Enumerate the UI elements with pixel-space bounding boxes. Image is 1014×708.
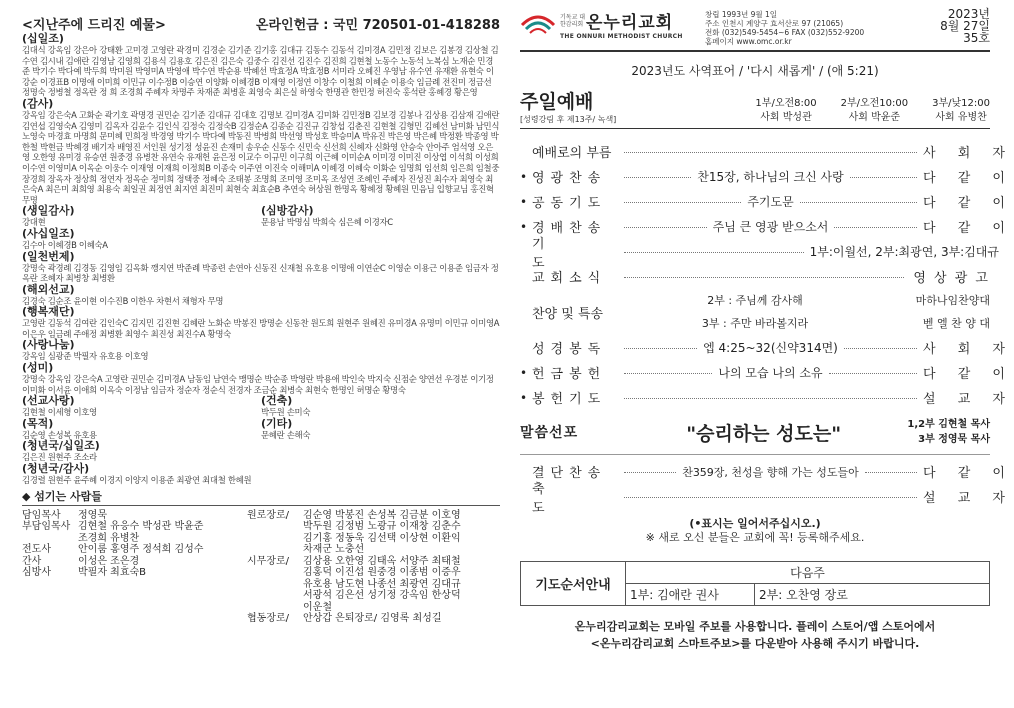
order-item	[520, 335, 1014, 360]
section-title: (청년국/십일조)	[22, 439, 100, 453]
order-item: • 영광찬송 찬15장, 하나님의 크신 사랑 다 같 이	[520, 164, 990, 189]
order-item	[520, 264, 990, 289]
staff-names: 차재군 노충선	[303, 544, 365, 556]
staff-role	[247, 602, 303, 614]
notes	[520, 517, 990, 545]
offering-section	[22, 339, 500, 362]
mobile-bulletin-notice: 온누리감리교회는 모바일 주보를 사용합니다. 플레이 스토어/앱 스토어에서 <온누리감리교회 스마트주보>를 다운받아 사용해 주시기 바랍니다.	[574, 620, 936, 650]
staff-names: 서광석 김은선 성기정 강옥임 한상덕	[303, 590, 461, 602]
staff-names: 유호용 남도현 나종선 최광연 김대규	[303, 578, 461, 590]
order-item-leader: 사 회 자	[923, 146, 1014, 161]
offerings-column	[22, 8, 500, 708]
church-header	[520, 8, 990, 52]
staff-title: ◆ 섬기는 사람들	[22, 488, 500, 506]
staff-list	[22, 510, 500, 625]
prayer-first: 1부: 김애란 권사	[626, 584, 755, 605]
order-item: • 공동기도 주기도문 다 같 이	[520, 189, 990, 214]
staff-row	[22, 544, 247, 556]
staff-role: 원로장로/	[247, 509, 290, 521]
staff-role	[247, 567, 303, 579]
staff-names: 박두원 김정범 노광규 이재창 김춘수	[303, 521, 461, 533]
staff-role: 간사	[22, 555, 42, 567]
name-list: 김순영 손성복 유호용	[22, 429, 97, 440]
sermon-speaker-1: 1,2부 김현철 목사	[907, 419, 990, 430]
service-time-2: 2부/오전10:00 사회 박윤준	[840, 98, 909, 123]
order-item-leader: 설 교 자	[923, 491, 1014, 506]
offering-section	[22, 228, 500, 251]
name-list: 김대식 강옥임 강은아 강태환 고미경 고영란 곽경미 김경순 김기준 김기홍 김대규 김동수 김동석 김미경A 김민정 김보은 김봉경 김상철 김수연 김시내 김애란 김영남 김영희 김용식 김용호 김은진 김은숙 김중수 김진선 김진수 김진희 김현철 노동수 노동석 노복심 노재순 민경준 박기수 박다예 박두희 박미원 박영미A 박영애 박수연 박순용 박혜선 박효정A 박효정B 서미라 오혜진 우영남 유수연 유재환 유현숙 이강순 이경표B 이명애 이미희 이민규 이수정B 이승연 이양화 이혜경B 이재영 이정연 이창수 이철희 이혜순 이용숙 임금례 전진미 정금선 정명숙 정병철 정옥란 정 희 조경희 주혜자 차명주 차재준 최병훈 최영숙 최은실 하영숙 한명관 한민정 허진숙 홍석란 홍혜경 황은영	[22, 45, 499, 98]
staff-names: 이운철	[303, 601, 332, 613]
name-list: 김은진 원현주 조소라	[22, 452, 97, 463]
sermon-label: 말씀선포	[520, 425, 579, 441]
special-music-item: 3부 : 주만 바라볼지라 벧 엘 찬 양 대	[701, 317, 990, 330]
name-list: 강옥임 심광준 박필자 유호용 이호영	[22, 351, 149, 362]
staff-names: 김기홍 정동욱 김선택 이상현 이환익	[303, 532, 461, 544]
staff-names: 정영묵	[78, 509, 107, 521]
section-title: (십일조)	[22, 32, 64, 45]
staff-role: 부담임목사	[22, 521, 71, 533]
order-item-leader: 다 같 이	[923, 466, 1014, 481]
staff-names: 김상용 오한영 김태옥 서양주 최태철	[303, 555, 461, 567]
staff-row	[247, 533, 500, 545]
order-item: • 경배찬송 주님 큰 영광 받으소서 다 같 이	[520, 214, 990, 239]
name-list: 문용남 박명심 박희숙 심은혜 이경자C	[261, 217, 393, 228]
name-list: 박두원 손미숙	[261, 407, 311, 418]
staff-names: 안이룸 홍영주 정석희 김성수	[78, 544, 204, 556]
offering-section	[22, 362, 500, 395]
staff-role	[247, 590, 303, 602]
section-title: (해외선교)	[22, 282, 75, 296]
staff-role: 전도사	[22, 544, 51, 556]
section-title: (건축)	[261, 394, 293, 408]
order-item-name: 예배로의 부름	[532, 146, 612, 161]
order-item	[520, 139, 1014, 164]
special-music-item: 2부 : 주님께 감사해 마하나임찬양대	[707, 294, 990, 307]
staff-role	[247, 579, 303, 591]
offering-title: <지난주에 드리진 예물>	[22, 18, 166, 33]
offering-header	[22, 14, 500, 33]
staff-row	[22, 510, 247, 522]
service-time-3: 3부/낮12:00 사회 유병찬	[932, 98, 990, 123]
name-list: 강대현	[22, 217, 46, 228]
prayer-second: 2부: 오찬영 장로	[759, 588, 848, 602]
staff-role	[247, 544, 303, 556]
staff-names: 김순영 박봉진 손성복 김금분 이호영	[303, 509, 461, 521]
order-item	[520, 481, 1014, 516]
order-item-name: 헌금봉헌	[532, 367, 607, 382]
offering-section	[22, 98, 500, 205]
order-item-name: 공동기도	[532, 196, 607, 211]
name-list: 고영란 김동석 김여란 김인숙C 김지민 김진현 김혜란 노화순 박봉진 방명순 신동찬 원도희 원현주 원혜진 유미경A 유명미 이민규 이미영A 이은우 임금례 주애정 최병환 최영수 최진성 최진수A 황명숙	[22, 318, 500, 339]
prayer-next-week: 다음주	[626, 562, 989, 584]
order-item-detail: 찬15장, 하나님의 크신 사랑	[697, 170, 844, 184]
section-title: (사랑나눔)	[22, 338, 75, 352]
staff-role: 담임목사	[22, 509, 61, 521]
order-item-leader: 다 같 이	[923, 221, 1014, 236]
section-title: (행복재단)	[22, 305, 75, 319]
section-title: (성미)	[22, 361, 54, 375]
staff-row	[247, 579, 500, 591]
staff-role: 심방사	[22, 567, 51, 579]
section-title: (청년국/감사)	[22, 462, 90, 476]
section-title: (심방감사)	[261, 204, 314, 218]
section-title: (기타)	[261, 416, 293, 430]
offering-section	[22, 251, 500, 284]
staff-names: 김홍덕 이진섭 원중경 이종범 이증우	[303, 567, 461, 579]
staff-role: 시무장로/	[247, 555, 290, 567]
order-item-detail: 엡 4:25~32(신약314면)	[703, 341, 838, 355]
offering-section	[22, 440, 500, 463]
staff-row	[247, 590, 500, 602]
section-title: (생일감사)	[22, 204, 75, 218]
service-times	[616, 97, 990, 125]
sermon	[520, 410, 990, 455]
issue-year: 2023년	[947, 7, 990, 21]
staff-row	[247, 521, 500, 533]
name-list: 강명숙 강옥임 강은숙A 고영란 권민순 김미경A 남동임 남연숙 맹명순 박순종 박영란 박용애 박인숙 박지숙 신점순 양연선 우경분 이기정 이미화 이서윤 이애희 이옥숙 이정남 임금자 정순자 정순식 전경자 조금순 최병숙 최현숙 한명인 허명순 황명숙	[22, 374, 494, 395]
staff-role	[247, 533, 303, 545]
sermon-title: "승리하는 성도는"	[686, 422, 842, 445]
section-title: (감사)	[22, 96, 54, 110]
order-item-name: 기 도	[532, 236, 577, 271]
order-item-leader: 다 같 이	[923, 171, 1014, 186]
order-item-name: 영광찬송	[532, 171, 607, 186]
order-item	[520, 236, 999, 271]
staff-row	[22, 521, 247, 533]
order-item-name: 결단찬송	[532, 466, 607, 481]
offering-section	[22, 284, 500, 307]
sermon-speakers	[907, 417, 990, 447]
standing-note: (•표시는 일어서주십시오.)	[689, 517, 821, 530]
staff-role: 협동장로/	[247, 613, 290, 625]
offering-section	[22, 33, 500, 98]
service-title: 주일예배	[520, 91, 594, 113]
order-of-worship	[520, 139, 1014, 516]
order-item-leader: 다 같 이	[923, 367, 1014, 382]
staff-row	[247, 613, 500, 625]
church-emblem-icon	[520, 11, 556, 37]
issue-date	[900, 8, 990, 44]
founded-line: 창립 1993년 9월 1일	[705, 10, 778, 19]
order-item-leader: 사 회 자	[923, 342, 1014, 357]
issue-day: 8월 27일	[940, 19, 990, 33]
offering-pair	[22, 418, 500, 441]
newcomer-note: ※ 새로 오신 분들은 교회에 꼭! 등록해주세요.	[645, 531, 865, 544]
staff-role	[22, 533, 78, 545]
prayer-schedule	[520, 561, 990, 606]
liturgical-season: [성령강림 후 제13주/ 녹색]	[520, 115, 617, 124]
order-item-detail: 나의 모습 나의 소유	[718, 366, 823, 380]
yearly-theme: 2023년도 사역표어 / '다시 새롭게' / (애 5:21)	[631, 64, 879, 78]
name-list: 강옥임 강은숙A 고화순 곽기호 곽명경 권민순 김기준 김대규 김대호 김명보 김미경A 김미화 김민정B 김보경 김봉나 김상용 김삼재 김애란 김연섭 김영숙A 김영미 김옥자 김윤수 김인식 김정숙 김정숙B 김정순A 김종순 김진규 김창섭 김춘진 김현철 김형민 김혜선 남미화 남민식 노영숙 마경효 마명희 문미혜 민희정 박경영 박기수 박다예 박동진 박병희 박선영 박성호 박승미A 박유진 박은영 박은혜 박정환 박종영 박한철 박현금 박혜경 배기자 배영진 서인원 성기정 성윤진 손재미 송우순 신동수 신민숙 신선희 신혜자 신화영 안승숙 안아주 엄석영 오은영 오한영 유미경 유승연 원중경 유병찬 유연숙 유재헌 윤은정 이교수 이규민 이구희 이근혜 이미순A 이미경 이미진 이상엽 이석희 이성희 이수연 이영미A 이옥순 이웅수 이재영 이재희 이정희B 이종숙 이주연 이진숙 이해미A 이혜경 이혜숙 이화순 임명희 임선희 임은희 임철중 장경희 장옥자 정상희 정연자 정옥순 정미희 정택중 정혜숙 조태봉 조명희 조미영 조미옥 조성연 조혜인 주혜자 진성진 최수자 최영숙 최은숙A 최은미 최희영 최용숙 최일권 최정연 최지연 최진미 최현숙 최효순B 추연숙 허상원 한명옥 황혜정 황혜원 민음님 입향교님 홍진혁 무명	[22, 109, 500, 205]
staff-row	[247, 510, 500, 522]
order-item-leader: 영 상 광 고	[913, 271, 990, 286]
order-item-name: 교회소식	[532, 271, 607, 286]
offering-pair	[22, 205, 500, 228]
name-list: 김수아 이혜경B 이혜숙A	[22, 239, 108, 250]
service-time-1: 1부/오전8:00 사회 박성관	[755, 98, 817, 123]
staff-row	[22, 556, 247, 568]
order-item-name: 경배찬송	[532, 221, 607, 236]
prayer-label: 기도순서안내	[521, 562, 626, 605]
address-line: 주소 인천시 계양구 효서산로 97 (21065)	[705, 19, 844, 28]
staff-names: 이성은 조은경	[78, 555, 140, 567]
order-item-name: 성경봉독	[532, 342, 607, 357]
order-item-leader: 설 교 자	[923, 392, 1014, 407]
staff-names: 안상갑 은퇴장로/ 김영록 최성길	[303, 613, 442, 625]
staff-row	[247, 602, 500, 614]
section-title: (사십일조)	[22, 226, 75, 240]
worship-column	[520, 7, 1014, 708]
name-list: 문혜란 손해숙	[261, 429, 311, 440]
sermon-speaker-2: 3부 정영묵 목사	[918, 434, 990, 445]
name-list: 강명숙 곽경례 김경동 김영임 김옥화 깽지연 박준례 박종련 손연아 신동진 신재철 유호용 이명애 이연순C 이영순 이용근 이용준 임금자 정옥란 조혜자 최병창 최병환	[22, 262, 499, 284]
phone-line: 전화 (032)549-5454~6 FAX (032)552-9200	[705, 28, 865, 37]
staff-names: 박필자 최효숙B	[78, 567, 146, 579]
staff-row	[22, 533, 247, 545]
name-list: 김경숙 김순조 윤이현 이수진B 이한우 차현서 채형자 무명	[22, 295, 224, 306]
special-music	[520, 289, 990, 335]
name-list: 김현철 이세형 이호영	[22, 407, 97, 418]
church-logo	[520, 8, 695, 40]
staff-role	[247, 521, 303, 533]
homepage-line: 홈페이지 www.omc.or.kr	[705, 37, 792, 46]
staff-right	[247, 510, 500, 625]
order-item-detail: 주기도문	[747, 195, 794, 209]
staff-row	[247, 544, 500, 556]
staff-names: 김현철 유응수 박성관 박윤준	[78, 521, 204, 533]
logo-church-name: 온누리교회	[586, 13, 674, 33]
order-item-detail: 1부:이월선, 2부:최광연, 3부:김대규	[809, 245, 999, 259]
staff-row	[247, 567, 500, 579]
staff-row	[247, 556, 500, 568]
issue-number: 35호	[963, 31, 990, 45]
section-title: (선교사랑)	[22, 394, 75, 408]
logo-english-name: THE ONNURI METHODIST CHURCH	[560, 33, 683, 40]
order-item-name: 축 도	[532, 481, 577, 516]
offering-section	[22, 463, 500, 486]
staff-left	[22, 510, 247, 625]
offering-pair	[22, 395, 500, 418]
staff-row	[22, 567, 247, 579]
order-item-leader: 다 같 이	[923, 196, 1014, 211]
staff-names: 조경희 유병찬	[78, 532, 140, 544]
service-header	[520, 87, 990, 129]
section-title: (일천번제)	[22, 249, 75, 263]
church-info	[695, 8, 900, 46]
order-item: • 헌금봉헌 나의 모습 나의 소유 다 같 이	[520, 360, 990, 385]
account-info: 온라인헌금 : 국민 720501-01-418288	[255, 18, 500, 33]
order-item: • 봉헌기도 설 교 자	[520, 385, 990, 410]
order-item-detail: 주님 큰 영광 받으소서	[712, 220, 829, 234]
order-item-name: 찬양 및 특송	[532, 306, 604, 322]
logo-denomination: 기독교 대한감리회	[560, 13, 586, 28]
order-item-name: 봉헌기도	[532, 392, 607, 407]
section-title: (목적)	[22, 416, 54, 430]
name-list: 김경렬 원현주 윤주혜 이경지 이양지 이용준 최광연 최대철 한혜원	[22, 475, 252, 486]
order-item-detail: 찬359장, 천성을 향해 가는 성도들아	[682, 465, 859, 479]
offering-section	[22, 306, 500, 339]
